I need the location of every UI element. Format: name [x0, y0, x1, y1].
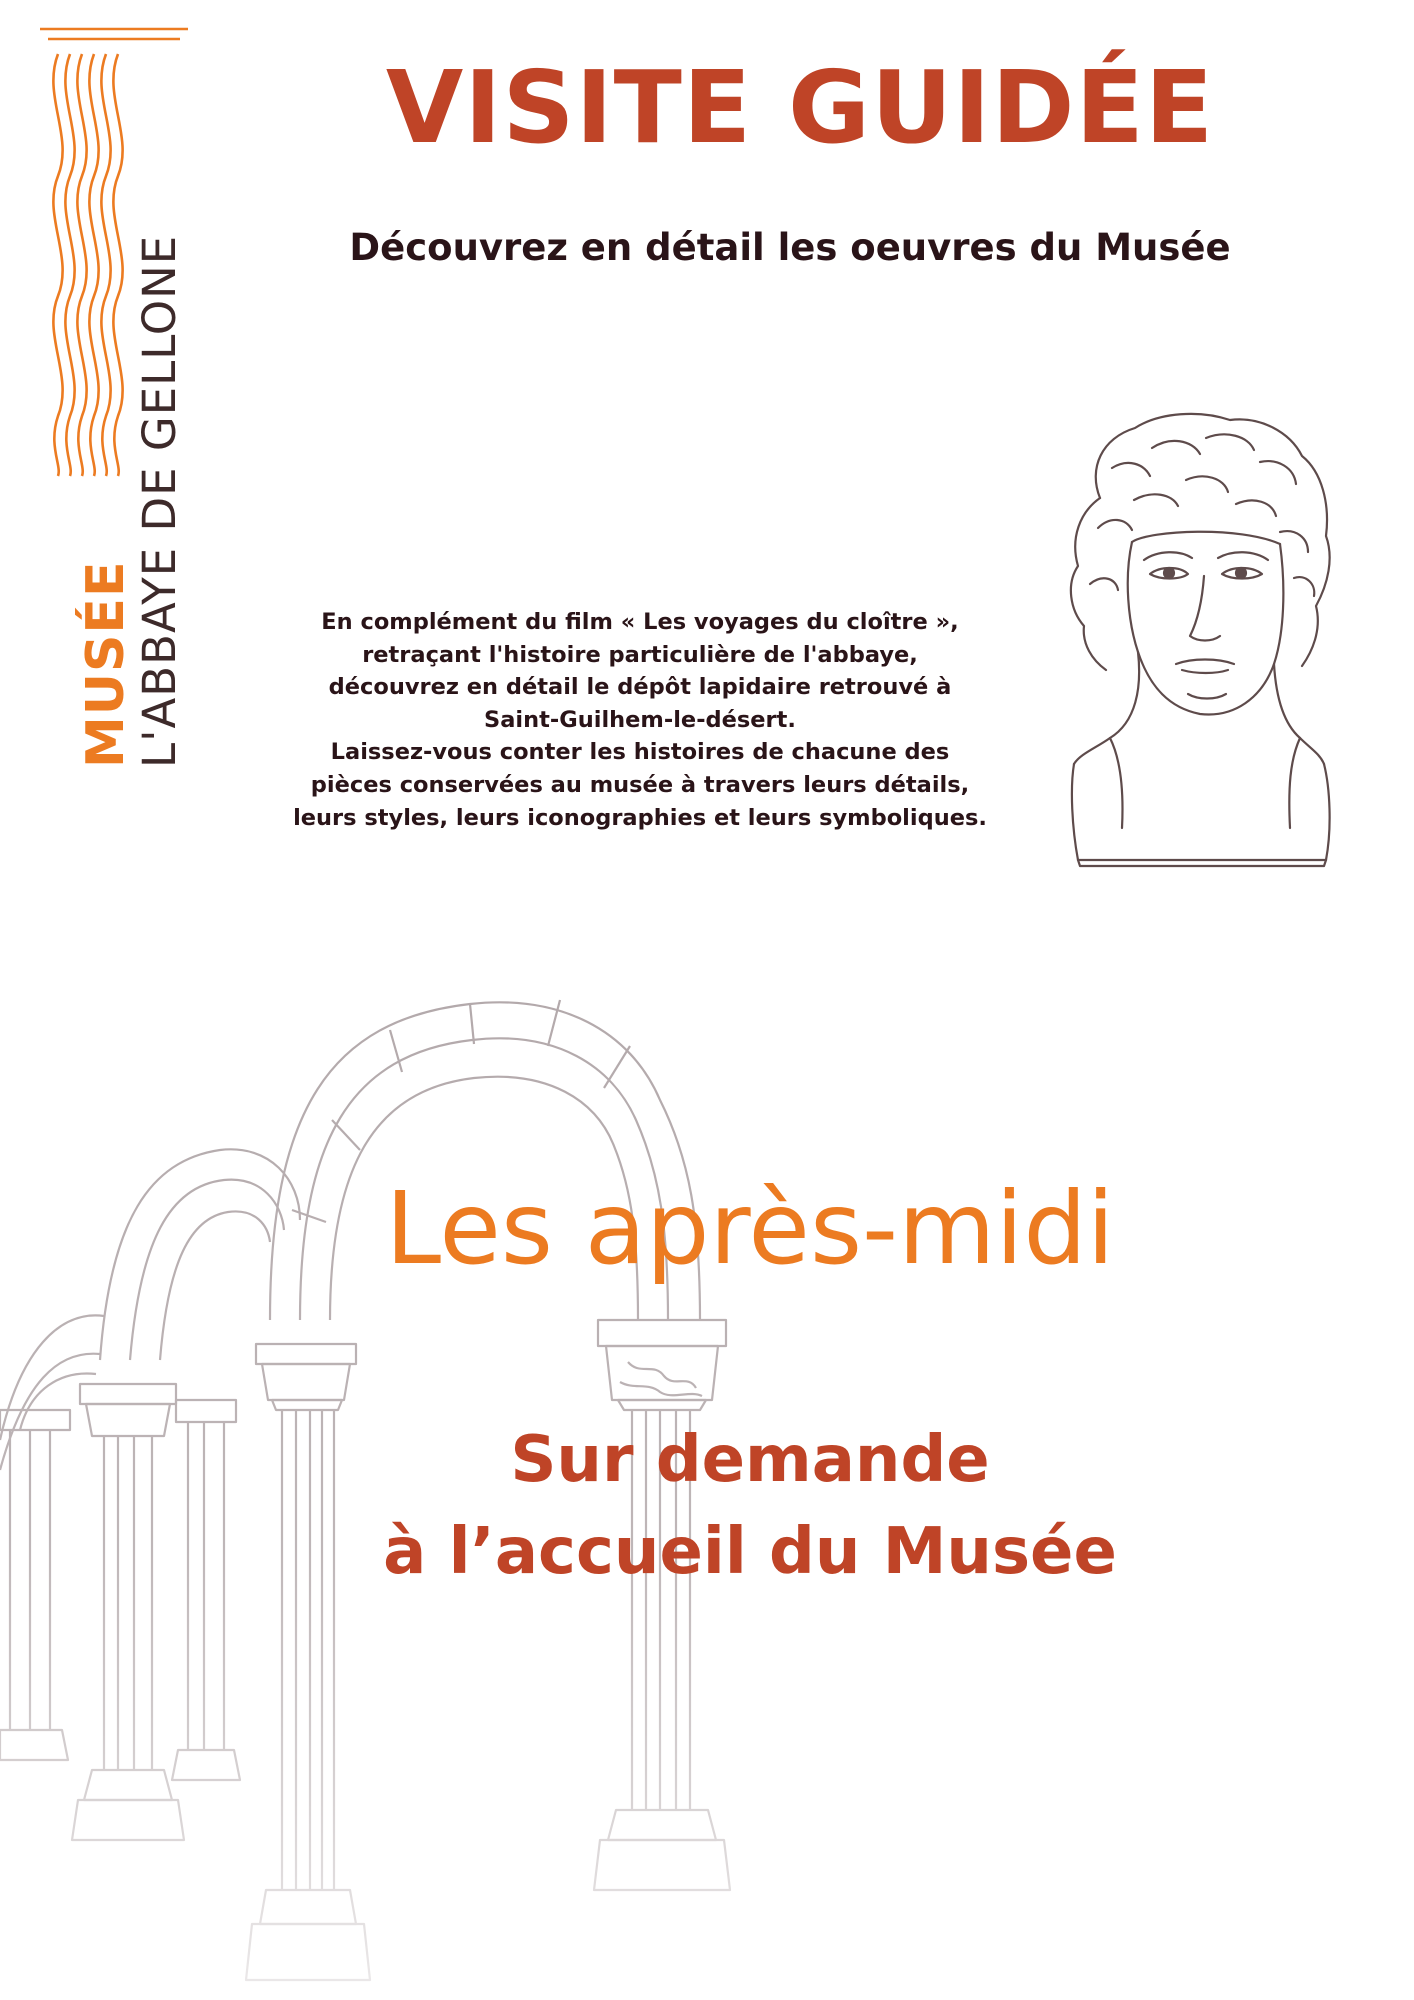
schedule-heading: Les après-midi	[385, 1170, 1115, 1287]
description-line: découvrez en détail le dépôt lapidaire retrouvé à	[328, 674, 952, 701]
logo-musee-text: MUSÉE	[76, 560, 136, 768]
page-subtitle: Découvrez en détail les oeuvres du Musée	[349, 226, 1231, 269]
description-paragraph	[210, 606, 1070, 834]
museum-logo	[38, 26, 190, 768]
schedule-line: à l’accueil du Musée	[383, 1515, 1117, 1589]
description-line: leurs styles, leurs iconographies et leurs symboliques.	[293, 804, 987, 831]
description-line: pièces conservées au musée à travers leurs détails,	[310, 771, 970, 798]
bust-sculpture-icon	[1040, 408, 1350, 868]
description-line: Saint-Guilhem-le-désert.	[484, 706, 796, 733]
page-title: VISITE GUIDÉE	[385, 49, 1215, 166]
logo-abbaye-text: L'ABBAYE DE GELLONE	[133, 234, 186, 768]
description-line: Laissez-vous conter les histoires de chacune des	[330, 739, 950, 766]
schedule-line: Sur demande	[510, 1423, 990, 1497]
description-line: En complément du film « Les voyages du cloître »,	[321, 609, 959, 635]
schedule-info	[250, 1414, 1250, 1598]
description-line: retraçant l'histoire particulière de l'abbaye,	[362, 641, 918, 668]
